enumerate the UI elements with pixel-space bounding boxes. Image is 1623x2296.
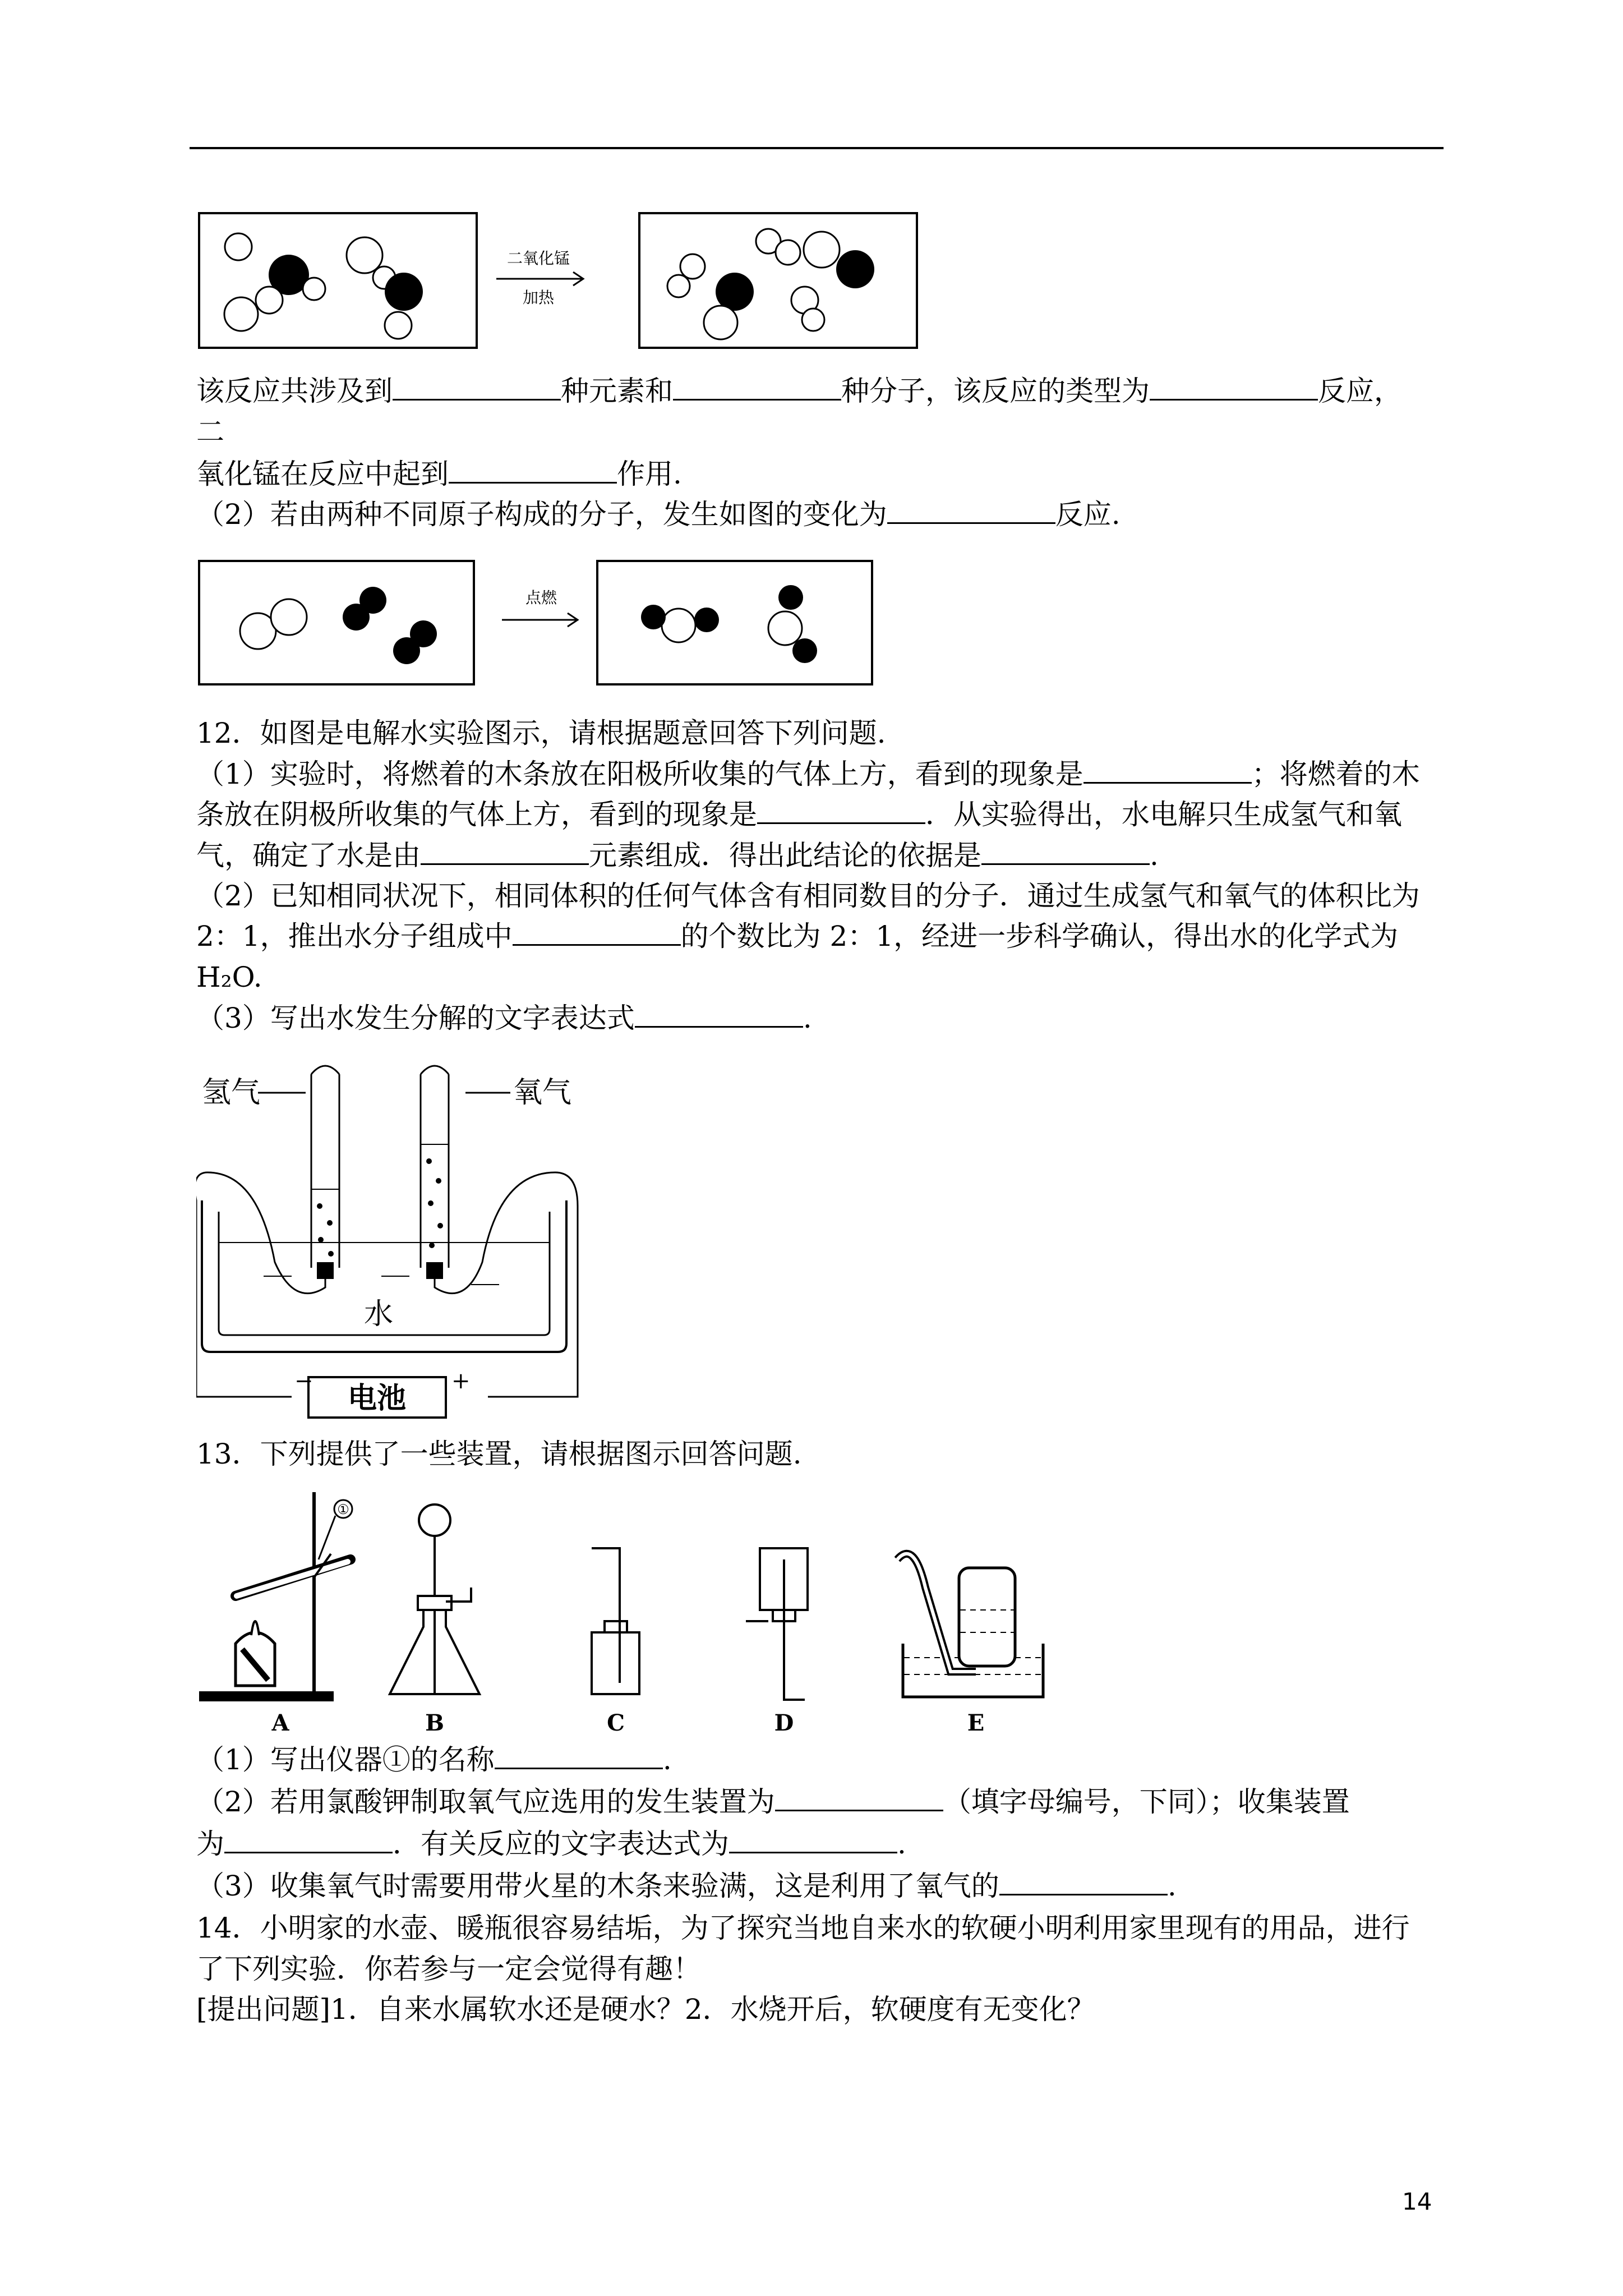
answer-blank[interactable] xyxy=(495,1743,663,1769)
answer-blank[interactable] xyxy=(775,1785,943,1811)
answer-blank[interactable] xyxy=(757,798,925,824)
q12-p2-line2: 2：1，推出水分子组成中 的个数比为 2：1，经进一步科学确认，得出水的化学式为 xyxy=(196,920,1399,953)
answer-blank[interactable] xyxy=(635,1001,803,1028)
q12-title: 12．如图是电解水实验图示，请根据题意回答下列问题. xyxy=(196,717,886,749)
answer-blank[interactable] xyxy=(729,1827,897,1853)
apparatus-label-d: D xyxy=(774,1710,794,1736)
q11-part-2: （2）若由两种不同原子构成的分子，发生如图的变化为 反应. xyxy=(196,498,1121,531)
molecule-diagram-combustion xyxy=(196,558,880,690)
marker-label: ① xyxy=(337,1502,349,1517)
q14-line-3: [提出问题]1．自来水属软水还是硬水？2．水烧开后，软硬度有无变化？ xyxy=(196,1993,1095,2026)
apparatus-label-a: A xyxy=(271,1710,289,1736)
q12-p1-line2: 条放在阴极所收集的气体上方，看到的现象是 ．从实验得出，水电解只生成氢气和氧 xyxy=(196,798,1402,831)
q12-p1-line1: （1）实验时，将燃着的木条放在阳极所收集的气体上方，看到的现象是 ；将燃着的木 xyxy=(196,758,1420,790)
q11-line-1: 该反应共涉及到 种元素和 种分子，该反应的类型为 反应， xyxy=(196,375,1402,407)
arrow-label-catalyst: 二氧化锰 xyxy=(506,249,570,268)
page-number: 14 xyxy=(1402,2188,1432,2215)
answer-blank[interactable] xyxy=(393,374,561,401)
q13-p2-line1: （2）若用氯酸钾制取氧气应选用的发生装置为 （填字母编号，下同）；收集装置 xyxy=(196,1786,1350,1818)
q14-line-2: 了下列实验．你若参与一定会觉得有趣！ xyxy=(196,1953,701,1985)
arrow-label-ignite: 点燃 xyxy=(525,588,557,607)
apparatus-label-c: C xyxy=(607,1710,625,1736)
answer-blank[interactable] xyxy=(1150,374,1318,401)
answer-blank[interactable] xyxy=(887,498,1055,524)
label-oxygen: 氧气 xyxy=(513,1076,572,1110)
label-hydrogen: 氢气 xyxy=(202,1076,261,1110)
q11-line-wrap: 二 xyxy=(196,416,224,448)
answer-blank[interactable] xyxy=(421,839,589,865)
label-battery: 电池 xyxy=(347,1381,407,1415)
q11-line-2: 氧化锰在反应中起到 作用. xyxy=(196,458,682,490)
answer-blank[interactable] xyxy=(224,1827,393,1853)
q12-p3: （3）写出水发生分解的文字表达式 . xyxy=(196,1002,812,1034)
q12-p1-line3: 气，确定了水是由 元素组成．得出此结论的依据是 . xyxy=(196,839,1159,872)
electrolysis-apparatus-diagram xyxy=(196,1060,589,1430)
q13-p2-line2: 为 ．有关反应的文字表达式为 . xyxy=(196,1828,906,1860)
q12-p2-line1: （2）已知相同状况下，相同体积的任何气体含有相同数目的分子．通过生成氢气和氧气的体积比为 xyxy=(196,880,1420,912)
answer-blank[interactable] xyxy=(513,919,681,946)
answer-blank[interactable] xyxy=(1083,757,1252,784)
label-positive: + xyxy=(451,1368,471,1394)
answer-blank[interactable] xyxy=(449,457,617,484)
q13-p1: （1）写出仪器①的名称 . xyxy=(196,1743,672,1776)
answer-blank[interactable] xyxy=(981,839,1150,865)
label-negative: − xyxy=(294,1368,313,1394)
arrow-label-heat: 加热 xyxy=(522,288,555,307)
apparatus-label-b: B xyxy=(425,1710,444,1736)
q13-title: 13．下列提供了一些装置，请根据图示回答问题. xyxy=(196,1438,802,1470)
header-rule xyxy=(190,147,1444,149)
q12-p2-line3: H₂O. xyxy=(196,961,262,993)
lab-apparatus-diagram xyxy=(196,1487,1110,1739)
apparatus-label-e: E xyxy=(967,1710,985,1736)
answer-blank[interactable] xyxy=(673,374,841,401)
label-water: 水 xyxy=(363,1297,394,1331)
answer-blank[interactable] xyxy=(999,1869,1168,1895)
q14-line-1: 14．小明家的水壶、暖瓶很容易结垢，为了探究当地自来水的软硬小明利用家里现有的用品，进行 xyxy=(196,1912,1410,1944)
molecule-diagram-decomposition xyxy=(196,210,925,351)
q13-p3: （3）收集氧气时需要用带火星的木条来验满，这是利用了氧气的 . xyxy=(196,1870,1177,1902)
